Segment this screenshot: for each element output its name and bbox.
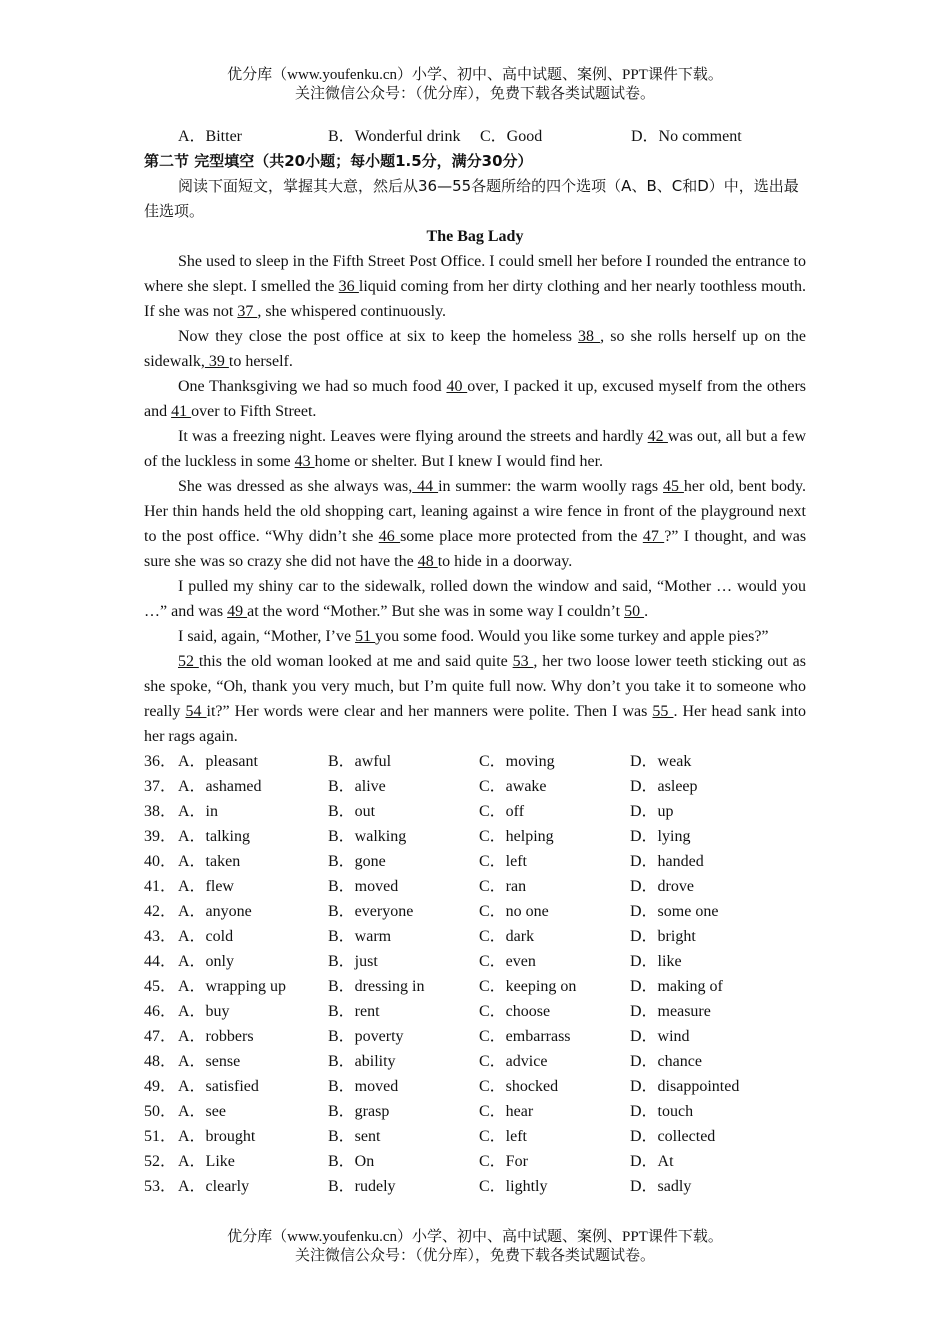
option-c: C．Good xyxy=(480,128,543,145)
blank-41: 41 xyxy=(171,403,192,420)
option-c: C．shocked xyxy=(479,1078,559,1095)
blank-54: 54 xyxy=(185,703,207,720)
option-d: D．bright xyxy=(630,928,696,945)
question-row xyxy=(144,1024,806,1049)
blank-36: 36 xyxy=(338,278,359,295)
option-b: B．rent xyxy=(328,1003,380,1020)
option-b: B．moved xyxy=(328,1078,399,1095)
option-c: C．embarrass xyxy=(479,1028,571,1045)
paragraph-4: It was a freezing night. Leaves were flying around the streets and hardly 42 was out, all but a few of the luckless in some 43 home or shelter. But I knew I would find her. xyxy=(144,428,806,470)
option-c: C．off xyxy=(479,803,525,820)
question-row xyxy=(144,974,806,999)
question-number: 42． xyxy=(144,903,177,920)
question-number: 51． xyxy=(144,1128,177,1145)
option-a: A．taken xyxy=(178,853,241,870)
question-number: 50． xyxy=(144,1103,177,1120)
question-row xyxy=(144,1074,806,1099)
option-b: B．warm xyxy=(328,928,392,945)
blank-50: 50 xyxy=(624,603,645,620)
option-c: C．dark xyxy=(479,928,535,945)
option-b: B．gone xyxy=(328,853,386,870)
option-d: D．up xyxy=(630,803,674,820)
option-d: D．No comment xyxy=(631,128,742,145)
option-b: B．awful xyxy=(328,753,392,770)
blank-44: 44 xyxy=(412,478,439,495)
question-row xyxy=(144,899,806,924)
question-row xyxy=(144,874,806,899)
option-a: A．pleasant xyxy=(178,753,258,770)
option-b: B．ability xyxy=(328,1053,396,1070)
question-row xyxy=(144,949,806,974)
header-line-1: 优分库（www.youfenku.cn）小学、初中、高中试题、案例、PPT课件下载。 xyxy=(227,67,723,83)
question-number: 49． xyxy=(144,1078,177,1095)
option-c: C．keeping on xyxy=(479,978,577,995)
option-d: D．measure xyxy=(630,1003,711,1020)
exam-content xyxy=(144,124,806,1199)
option-b: B．On xyxy=(328,1153,375,1170)
paragraph-8: 52 this the old woman looked at me and said quite 53 , her two loose lower teeth sticking out as she spoke, “Oh, thank you very much, but I’m quite full now. Why don’t you take it to someone who really 54 it?” Her words were clear and her manners were polite. Then I was 55 . Her head sank into her rags again. xyxy=(144,653,807,745)
option-a: A．brought xyxy=(178,1128,256,1145)
question-row xyxy=(144,924,806,949)
option-b: B．grasp xyxy=(328,1103,390,1120)
question-number: 46． xyxy=(144,1003,177,1020)
option-a: A．satisfied xyxy=(178,1078,259,1095)
option-a: A．Like xyxy=(178,1153,235,1170)
blank-43: 43 xyxy=(294,453,315,470)
question-row xyxy=(144,1124,806,1149)
question-row xyxy=(144,774,806,799)
option-a: A．anyone xyxy=(178,903,252,920)
blank-53: 53 xyxy=(512,653,534,670)
option-b: B．dressing in xyxy=(328,978,425,995)
option-a: A．flew xyxy=(178,878,234,895)
question-number: 37． xyxy=(144,778,177,795)
header-line-2: 关注微信公众号：（优分库），免费下载各类试题试卷。 xyxy=(294,86,655,102)
option-c: C．left xyxy=(479,1128,527,1145)
question-number: 44． xyxy=(144,953,177,970)
blank-52: 52 xyxy=(178,653,199,670)
blank-45: 45 xyxy=(663,478,684,495)
page-footer xyxy=(0,1228,950,1266)
option-b: B．poverty xyxy=(328,1028,404,1045)
option-c: C．advice xyxy=(479,1053,548,1070)
blank-49: 49 xyxy=(227,603,248,620)
paragraph-3: One Thanksgiving we had so much food 40 over, I packed it up, excused myself from the others and 41 over to Fifth Street. xyxy=(144,378,807,420)
blank-40: 40 xyxy=(446,378,468,395)
blank-48: 48 xyxy=(417,553,438,570)
paragraph-2: Now they close the post office at six to keep the homeless 38 , so she rolls herself up on the sidewalk, 39 to herself. xyxy=(144,328,806,370)
question-row xyxy=(144,849,806,874)
blank-37: 37 xyxy=(237,303,258,320)
question-row xyxy=(144,1099,806,1124)
blank-42: 42 xyxy=(647,428,668,445)
paragraph-6: I pulled my shiny car to the sidewalk, rolled down the window and said, “Mother … would you …” and was 49 at the word “Mother.” But she was in some way I couldn’t 50 . xyxy=(144,578,806,620)
option-c: C．no one xyxy=(479,903,549,920)
story-title: The Bag Lady xyxy=(426,228,524,245)
option-d: D．drove xyxy=(630,878,694,895)
option-d: D．like xyxy=(630,953,682,970)
option-c: C．even xyxy=(479,953,536,970)
option-a: A．sense xyxy=(178,1053,241,1070)
option-d: D．handed xyxy=(630,853,704,870)
option-c: C．For xyxy=(479,1153,528,1170)
option-d: D．weak xyxy=(630,753,692,770)
question-number: 47． xyxy=(144,1028,177,1045)
paragraph-5: She was dressed as she always was, 44 in summer: the warm woolly rags 45 her old, bent body. Her thin hands held the old shopping cart, leaning against a wire fence in front of the playground next to the post office. “Why didn’t she 46 some place more protected from the 47 ?” I thought, and was sure she was so crazy she did not have the 48 to hide in a doorway. xyxy=(144,478,807,570)
question-number: 53． xyxy=(144,1178,177,1195)
question-number: 43． xyxy=(144,928,177,945)
option-d: D．sadly xyxy=(630,1178,692,1195)
option-d: D．touch xyxy=(630,1103,694,1120)
option-a: A．wrapping up xyxy=(178,978,286,995)
option-c: C．lightly xyxy=(479,1178,548,1195)
option-a: A．clearly xyxy=(178,1178,250,1195)
question-number: 38． xyxy=(144,803,177,820)
question-row xyxy=(144,1149,806,1174)
option-b: B．moved xyxy=(328,878,399,895)
blank-39: 39 xyxy=(204,353,229,370)
question-row xyxy=(144,1174,806,1199)
option-a: A．see xyxy=(178,1103,226,1120)
question-number: 41． xyxy=(144,878,177,895)
question-row xyxy=(144,749,806,774)
footer-line-1: 优分库（www.youfenku.cn）小学、初中、高中试题、案例、PPT课件下载。 xyxy=(227,1229,723,1245)
option-d: D．disappointed xyxy=(630,1078,740,1095)
section-title: 第二节 完型填空（共20小题；每小题1.5分，满分30分） xyxy=(144,152,533,170)
option-d: D．wind xyxy=(630,1028,690,1045)
page-header xyxy=(0,66,950,104)
blank-38: 38 xyxy=(578,328,601,345)
question-number: 40． xyxy=(144,853,177,870)
question-number: 48． xyxy=(144,1053,177,1070)
option-b: B．walking xyxy=(328,828,407,845)
option-b: B．alive xyxy=(328,778,386,795)
option-c: C．hear xyxy=(479,1103,534,1120)
option-c: C．choose xyxy=(479,1003,551,1020)
instructions: 阅读下面短文，掌握其大意，然后从36—55各题所给的四个选项（A、B、C和D）中，选出最佳选项。 xyxy=(144,177,799,220)
option-b: B．sent xyxy=(328,1128,381,1145)
option-a: A．buy xyxy=(178,1003,230,1020)
option-b: B．just xyxy=(328,953,378,970)
option-a: A．only xyxy=(178,953,235,970)
option-b: B．out xyxy=(328,803,376,820)
option-d: D．collected xyxy=(630,1128,716,1145)
option-a: A．ashamed xyxy=(178,778,262,795)
option-d: D．some one xyxy=(630,903,719,920)
option-a: A．talking xyxy=(178,828,250,845)
option-c: C．left xyxy=(479,853,527,870)
option-d: D．chance xyxy=(630,1053,702,1070)
paragraph-7: I said, again, “Mother, I’ve 51 you some food. Would you like some turkey and apple pies?” xyxy=(178,628,769,645)
option-d: D．asleep xyxy=(630,778,698,795)
question-number: 39． xyxy=(144,828,177,845)
question-list xyxy=(144,749,806,1199)
footer-line-2: 关注微信公众号：（优分库），免费下载各类试题试卷。 xyxy=(294,1248,655,1264)
question-row xyxy=(144,1049,806,1074)
option-d: D．making of xyxy=(630,978,723,995)
option-b: B．Wonderful drink xyxy=(328,128,461,145)
option-d: D．At xyxy=(630,1153,674,1170)
blank-46: 46 xyxy=(378,528,401,545)
question-row xyxy=(144,999,806,1024)
question-row xyxy=(144,824,806,849)
option-a: A．Bitter xyxy=(178,128,242,145)
option-c: C．awake xyxy=(479,778,547,795)
option-a: A．cold xyxy=(178,928,234,945)
question-row xyxy=(144,799,806,824)
paragraph-1: She used to sleep in the Fifth Street Post Office. I could smell her before I rounded the entrance to where she slept. I smelled the 36 liquid coming from her dirty clothing and her nearly toothless mouth. If she was not 37 , she whispered continuously. xyxy=(144,253,806,320)
option-b: B．everyone xyxy=(328,903,414,920)
option-d: D．lying xyxy=(630,828,691,845)
option-c: C．moving xyxy=(479,753,555,770)
question-number: 52． xyxy=(144,1153,177,1170)
option-a: A．in xyxy=(178,803,219,820)
question-number: 45． xyxy=(144,978,177,995)
blank-55: 55 xyxy=(652,703,674,720)
blank-51: 51 xyxy=(355,628,376,645)
previous-question-options xyxy=(144,124,806,149)
question-number: 36． xyxy=(144,753,177,770)
option-c: C．helping xyxy=(479,828,554,845)
option-c: C．ran xyxy=(479,878,527,895)
blank-47: 47 xyxy=(642,528,665,545)
option-a: A．robbers xyxy=(178,1028,254,1045)
option-b: B．rudely xyxy=(328,1178,396,1195)
